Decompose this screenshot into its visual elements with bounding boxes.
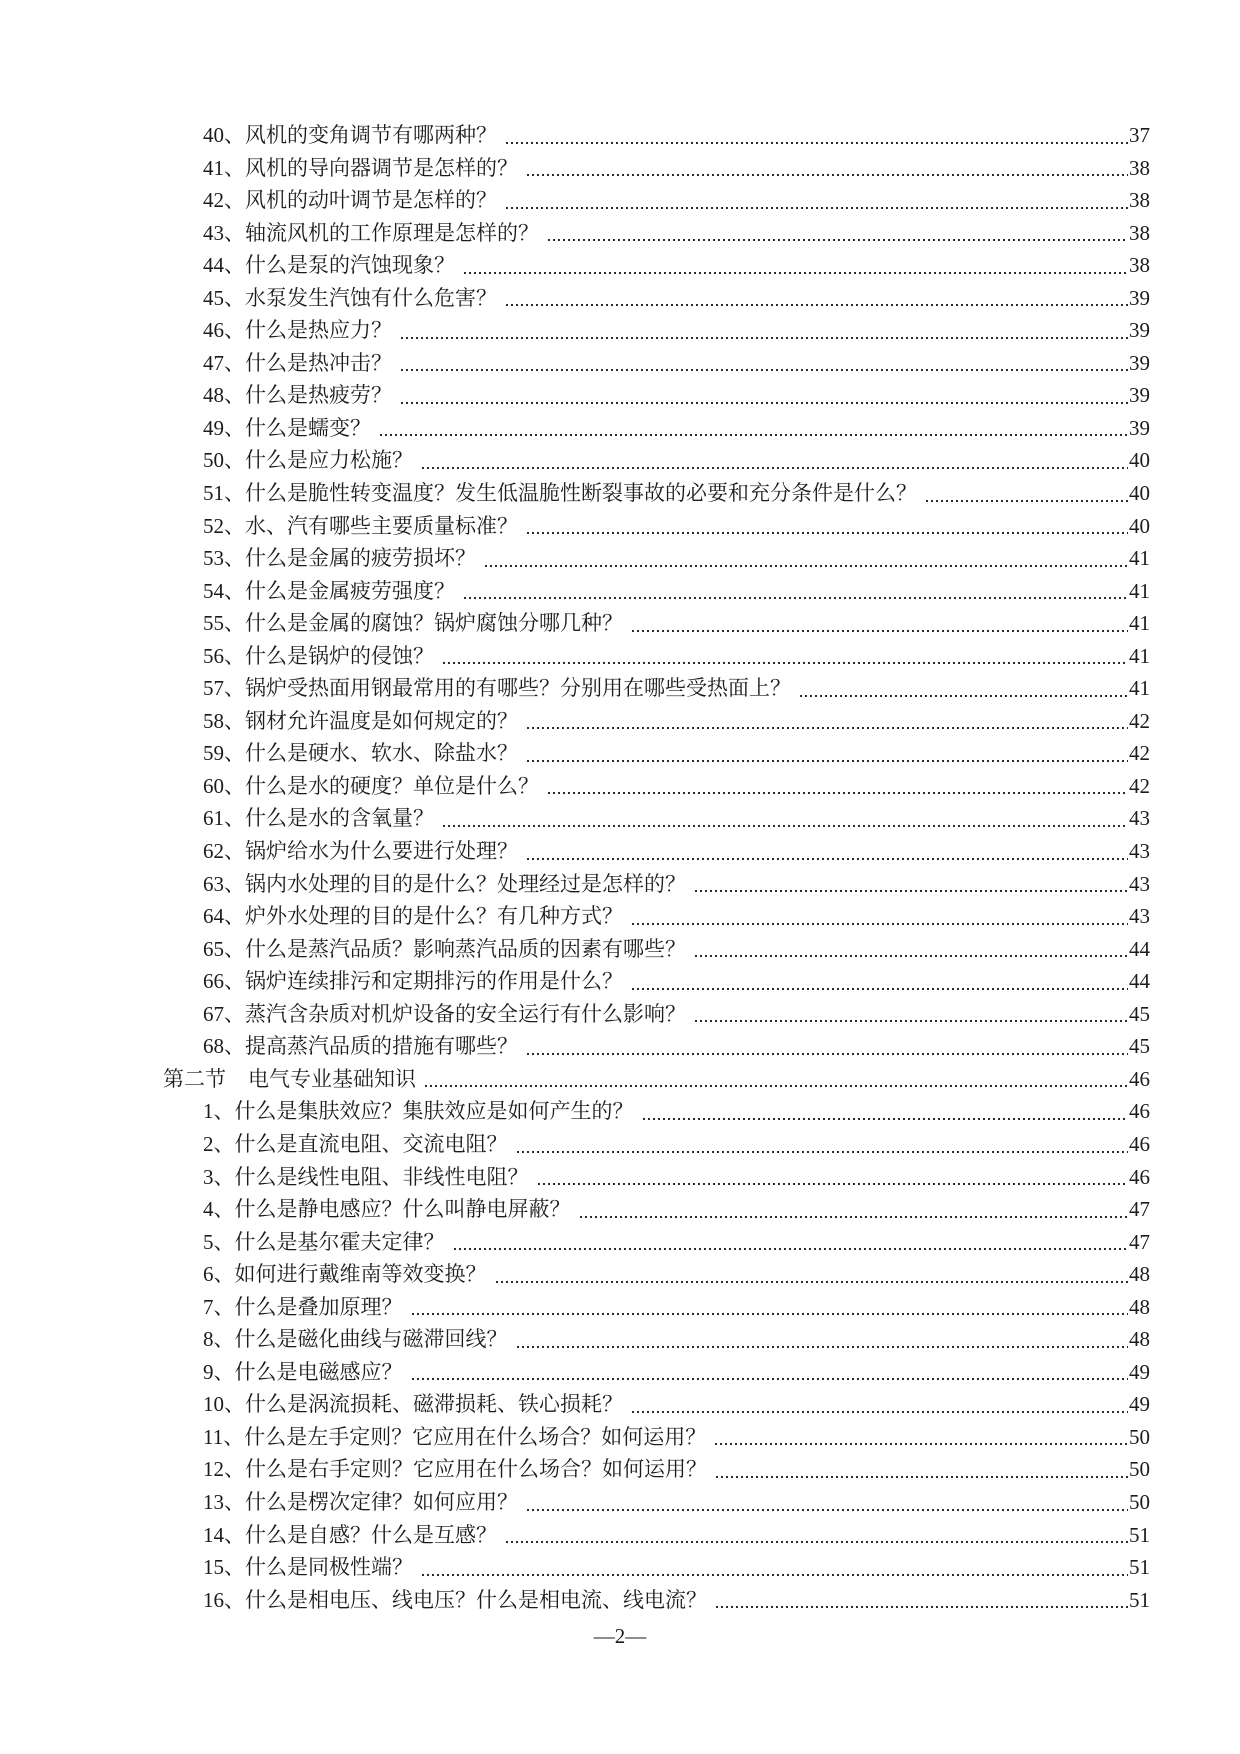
toc-entry-label: 45、水泵发生汽蚀有什么危害？ (203, 285, 497, 310)
toc-entry-page-number: 41 (1129, 578, 1150, 603)
toc-entry[interactable] (0, 1323, 1150, 1356)
toc-entry-label: 51、什么是脆性转变温度？发生低温脆性断裂事故的必要和充分条件是什么？ (203, 481, 917, 506)
toc-entry-page-number: 43 (1129, 904, 1150, 929)
toc-entry[interactable] (0, 444, 1150, 477)
toc-entry-page-number: 42 (1129, 773, 1150, 798)
toc-entry-label: 66、锅炉连续排污和定期排污的作用是什么？ (203, 969, 623, 994)
toc-entry-label: 46、什么是热应力？ (203, 318, 392, 343)
toc-entry-label: 53、什么是金属的疲劳损坏？ (203, 546, 476, 571)
dotted-leader (518, 737, 1129, 770)
dotted-leader (445, 1226, 1130, 1259)
toc-entry-label: 44、什么是泵的汽蚀现象？ (203, 253, 455, 278)
dotted-leader (518, 705, 1129, 738)
toc-entry-page-number: 39 (1129, 285, 1150, 310)
toc-entry-page-number: 46 (1129, 1131, 1150, 1156)
dotted-leader (623, 607, 1129, 640)
dotted-leader (518, 152, 1129, 185)
toc-entry-label: 10、什么是涡流损耗、磁滞损耗、铁心损耗？ (203, 1392, 623, 1417)
dotted-leader (518, 510, 1129, 543)
toc-entry-label: 43、轴流风机的工作原理是怎样的？ (203, 220, 539, 245)
toc-entry-page-number: 38 (1129, 220, 1150, 245)
toc-entry-label: 67、蒸汽含杂质对机炉设备的安全运行有什么影响？ (203, 1001, 686, 1026)
dotted-leader (497, 1519, 1129, 1552)
dotted-leader (487, 1258, 1130, 1291)
toc-entry[interactable] (0, 1453, 1150, 1486)
toc-entry-page-number: 41 (1129, 643, 1150, 668)
toc-entry-page-number: 50 (1129, 1457, 1150, 1482)
dotted-leader (686, 933, 1129, 966)
toc-entry-page-number: 40 (1129, 513, 1150, 538)
dotted-leader (371, 412, 1129, 445)
dotted-leader (634, 1095, 1130, 1128)
dotted-leader (434, 802, 1129, 835)
toc-entry[interactable] (0, 184, 1150, 217)
toc-entry[interactable] (0, 802, 1150, 835)
toc-entry-page-number: 51 (1129, 1587, 1150, 1612)
toc-entry[interactable] (0, 1161, 1150, 1194)
toc-entry[interactable] (0, 542, 1150, 575)
toc-entry[interactable] (0, 1486, 1150, 1519)
toc-entry-page-number: 45 (1129, 1034, 1150, 1059)
toc-entry[interactable] (0, 347, 1150, 380)
toc-entry[interactable] (0, 282, 1150, 315)
toc-entry-label: 62、锅炉给水为什么要进行处理？ (203, 839, 518, 864)
dotted-leader (706, 1421, 1129, 1454)
toc-entry-page-number: 39 (1129, 318, 1150, 343)
toc-entry-page-number: 46 (1129, 1066, 1150, 1091)
toc-entry-page-number: 43 (1129, 871, 1150, 896)
dotted-leader (508, 1128, 1130, 1161)
toc-entry-page-number: 40 (1129, 448, 1150, 473)
dotted-leader (623, 1388, 1129, 1421)
toc-entry[interactable] (0, 477, 1150, 510)
toc-entry-label: 11、什么是左手定则？它应用在什么场合？如何运用？ (203, 1424, 707, 1449)
toc-entry[interactable] (0, 737, 1150, 770)
toc-entry-page-number: 41 (1129, 676, 1150, 701)
toc-entry-label: 56、什么是锅炉的侵蚀？ (203, 643, 434, 668)
toc-entry[interactable] (0, 217, 1150, 250)
toc-entry[interactable] (0, 770, 1150, 803)
toc-entry-label: 3、什么是线性电阻、非线性电阻？ (203, 1164, 529, 1189)
toc-entry-page-number: 37 (1129, 123, 1150, 147)
dotted-leader (413, 1551, 1129, 1584)
dotted-leader (623, 965, 1129, 998)
toc-entry[interactable] (0, 575, 1150, 608)
toc-entry[interactable] (0, 900, 1150, 933)
toc-entry-label: 1、什么是集肤效应？集肤效应是如何产生的？ (203, 1099, 634, 1124)
toc-entry[interactable] (0, 1584, 1150, 1617)
toc-entry[interactable] (0, 835, 1150, 868)
dotted-leader (518, 835, 1129, 868)
toc-entry-label: 55、什么是金属的腐蚀？锅炉腐蚀分哪几种？ (203, 611, 623, 636)
dotted-leader (539, 217, 1129, 250)
toc-entry-label: 7、什么是叠加原理？ (203, 1294, 403, 1319)
toc-entry[interactable] (0, 412, 1150, 445)
toc-entry-label: 57、锅炉受热面用钢最常用的有哪些？分别用在哪些受热面上？ (203, 676, 791, 701)
dotted-leader (392, 379, 1129, 412)
dotted-leader (403, 1356, 1130, 1389)
toc-entry[interactable] (0, 1421, 1150, 1454)
toc-entry[interactable] (0, 1388, 1150, 1421)
toc-entry-label: 6、如何进行戴维南等效变换？ (203, 1262, 487, 1287)
toc-entry-label: 41、风机的导向器调节是怎样的？ (203, 155, 518, 180)
toc-entry-page-number: 47 (1129, 1229, 1150, 1254)
toc-entry-label: 58、钢材允许温度是如何规定的？ (203, 708, 518, 733)
toc-entry-label: 13、什么是楞次定律？如何应用？ (203, 1489, 518, 1514)
toc-entry-page-number: 38 (1129, 188, 1150, 213)
dotted-leader (497, 282, 1129, 315)
toc-entry[interactable] (0, 152, 1150, 185)
toc-entry[interactable] (0, 249, 1150, 282)
toc-entry[interactable] (0, 1258, 1150, 1291)
dotted-leader (455, 575, 1129, 608)
toc-entry[interactable] (0, 1356, 1150, 1389)
toc-entry[interactable] (0, 640, 1150, 673)
toc-entry-label: 9、什么是电磁感应？ (203, 1359, 403, 1384)
toc-entry-label: 8、什么是磁化曲线与磁滞回线？ (203, 1327, 508, 1352)
toc-entry-page-number: 48 (1129, 1327, 1150, 1352)
toc-entry-page-number: 44 (1129, 936, 1150, 961)
toc-entry[interactable] (0, 607, 1150, 640)
dotted-leader (434, 640, 1129, 673)
toc-entry-label: 49、什么是蠕变？ (203, 415, 371, 440)
toc-entry-label: 63、锅内水处理的目的是什么？处理经过是怎样的？ (203, 871, 686, 896)
toc-entry-page-number: 49 (1129, 1359, 1150, 1384)
dotted-leader (529, 1161, 1130, 1194)
section-label: 第二节 (163, 1066, 226, 1091)
toc-entry-page-number: 46 (1129, 1099, 1150, 1124)
table-of-contents (0, 119, 1150, 1616)
toc-entry-page-number: 43 (1129, 806, 1150, 831)
toc-entry-page-number: 47 (1129, 1197, 1150, 1222)
toc-entry-page-number: 45 (1129, 1001, 1150, 1026)
toc-entry[interactable] (0, 1128, 1150, 1161)
toc-entry-page-number: 38 (1129, 253, 1150, 278)
toc-entry-label: 60、什么是水的硬度？单位是什么？ (203, 773, 539, 798)
toc-entry-label: 12、什么是右手定则？它应用在什么场合？如何运用？ (203, 1457, 707, 1482)
toc-entry[interactable] (0, 933, 1150, 966)
toc-entry-label: 14、什么是自感？什么是互感？ (203, 1522, 497, 1547)
toc-entry-page-number: 38 (1129, 155, 1150, 180)
dotted-leader (518, 1486, 1129, 1519)
toc-entry[interactable] (0, 998, 1150, 1031)
toc-entry-page-number: 48 (1129, 1294, 1150, 1319)
dotted-leader (413, 444, 1129, 477)
toc-entry-label: 54、什么是金属疲劳强度？ (203, 578, 455, 603)
dotted-leader (392, 314, 1129, 347)
dotted-leader (707, 1453, 1129, 1486)
toc-entry-page-number: 50 (1129, 1489, 1150, 1514)
dotted-leader (539, 770, 1129, 803)
toc-entry-label: 2、什么是直流电阻、交流电阻？ (203, 1131, 508, 1156)
toc-entry-label: 42、风机的动叶调节是怎样的？ (203, 188, 497, 213)
toc-entry-label: 68、提高蒸汽品质的措施有哪些？ (203, 1034, 518, 1059)
dotted-leader (508, 1323, 1130, 1356)
toc-entry-page-number: 43 (1129, 839, 1150, 864)
dotted-leader (707, 1584, 1129, 1617)
toc-entry[interactable] (0, 672, 1150, 705)
toc-entry-page-number: 49 (1129, 1392, 1150, 1417)
toc-entry[interactable] (0, 1551, 1150, 1584)
toc-entry-label: 40、风机的变角调节有哪两种？ (203, 123, 497, 147)
toc-entry-page-number: 39 (1129, 383, 1150, 408)
dotted-leader (623, 900, 1129, 933)
toc-entry[interactable] (0, 1519, 1150, 1552)
toc-entry[interactable] (0, 705, 1150, 738)
dotted-leader (686, 868, 1129, 901)
toc-entry[interactable] (0, 119, 1150, 152)
toc-entry[interactable] (0, 1291, 1150, 1324)
toc-entry[interactable] (0, 1030, 1150, 1063)
dotted-leader (791, 672, 1129, 705)
toc-entry-label: 5、什么是基尔霍夫定律？ (203, 1229, 445, 1254)
toc-entry-label: 52、水、汽有哪些主要质量标准？ (203, 513, 518, 538)
dotted-leader (571, 1193, 1130, 1226)
toc-entry-page-number: 40 (1129, 481, 1150, 506)
section-title: 电气专业基础知识 (248, 1066, 416, 1091)
toc-entry-label: 59、什么是硬水、软水、除盐水？ (203, 741, 518, 766)
toc-entry[interactable] (0, 965, 1150, 998)
dotted-leader (392, 347, 1129, 380)
toc-entry-label: 48、什么是热疲劳？ (203, 383, 392, 408)
toc-entry-page-number: 42 (1129, 741, 1150, 766)
toc-entry[interactable] (0, 510, 1150, 543)
dotted-leader (476, 542, 1129, 575)
dotted-leader (686, 998, 1129, 1031)
dotted-leader (497, 184, 1129, 217)
toc-entry-page-number: 41 (1129, 611, 1150, 636)
toc-entry-page-number: 39 (1129, 415, 1150, 440)
page-number-footer: —2— (593, 1624, 647, 1648)
dotted-leader (416, 1063, 1129, 1096)
toc-entry-label: 15、什么是同极性端？ (203, 1555, 413, 1580)
dotted-leader (518, 1030, 1129, 1063)
toc-entry[interactable] (0, 1095, 1150, 1128)
toc-entry[interactable] (0, 1226, 1150, 1259)
toc-entry-page-number: 48 (1129, 1262, 1150, 1287)
toc-entry[interactable] (0, 314, 1150, 347)
toc-entry-label: 65、什么是蒸汽品质？影响蒸汽品质的因素有哪些？ (203, 936, 686, 961)
dotted-leader (497, 119, 1129, 152)
dotted-leader (917, 477, 1129, 510)
dotted-leader (455, 249, 1129, 282)
toc-section-heading[interactable] (0, 1063, 1150, 1096)
toc-entry-page-number: 50 (1129, 1424, 1150, 1449)
toc-entry-label: 4、什么是静电感应？什么叫静电屏蔽？ (203, 1197, 571, 1222)
toc-entry[interactable] (0, 379, 1150, 412)
toc-entry-page-number: 46 (1129, 1164, 1150, 1189)
toc-entry-label: 50、什么是应力松施？ (203, 448, 413, 473)
toc-entry-label: 61、什么是水的含氧量？ (203, 806, 434, 831)
toc-entry-page-number: 41 (1129, 546, 1150, 571)
toc-entry[interactable] (0, 1193, 1150, 1226)
toc-entry-page-number: 42 (1129, 708, 1150, 733)
toc-entry-label: 16、什么是相电压、线电压？什么是相电流、线电流？ (203, 1587, 707, 1612)
toc-entry-page-number: 51 (1129, 1555, 1150, 1580)
dotted-leader (403, 1291, 1130, 1324)
toc-entry[interactable] (0, 868, 1150, 901)
toc-entry-page-number: 51 (1129, 1522, 1150, 1547)
toc-entry-page-number: 39 (1129, 350, 1150, 375)
toc-entry-page-number: 44 (1129, 969, 1150, 994)
toc-entry-label: 64、炉外水处理的目的是什么？有几种方式？ (203, 904, 623, 929)
toc-entry-label: 47、什么是热冲击？ (203, 350, 392, 375)
